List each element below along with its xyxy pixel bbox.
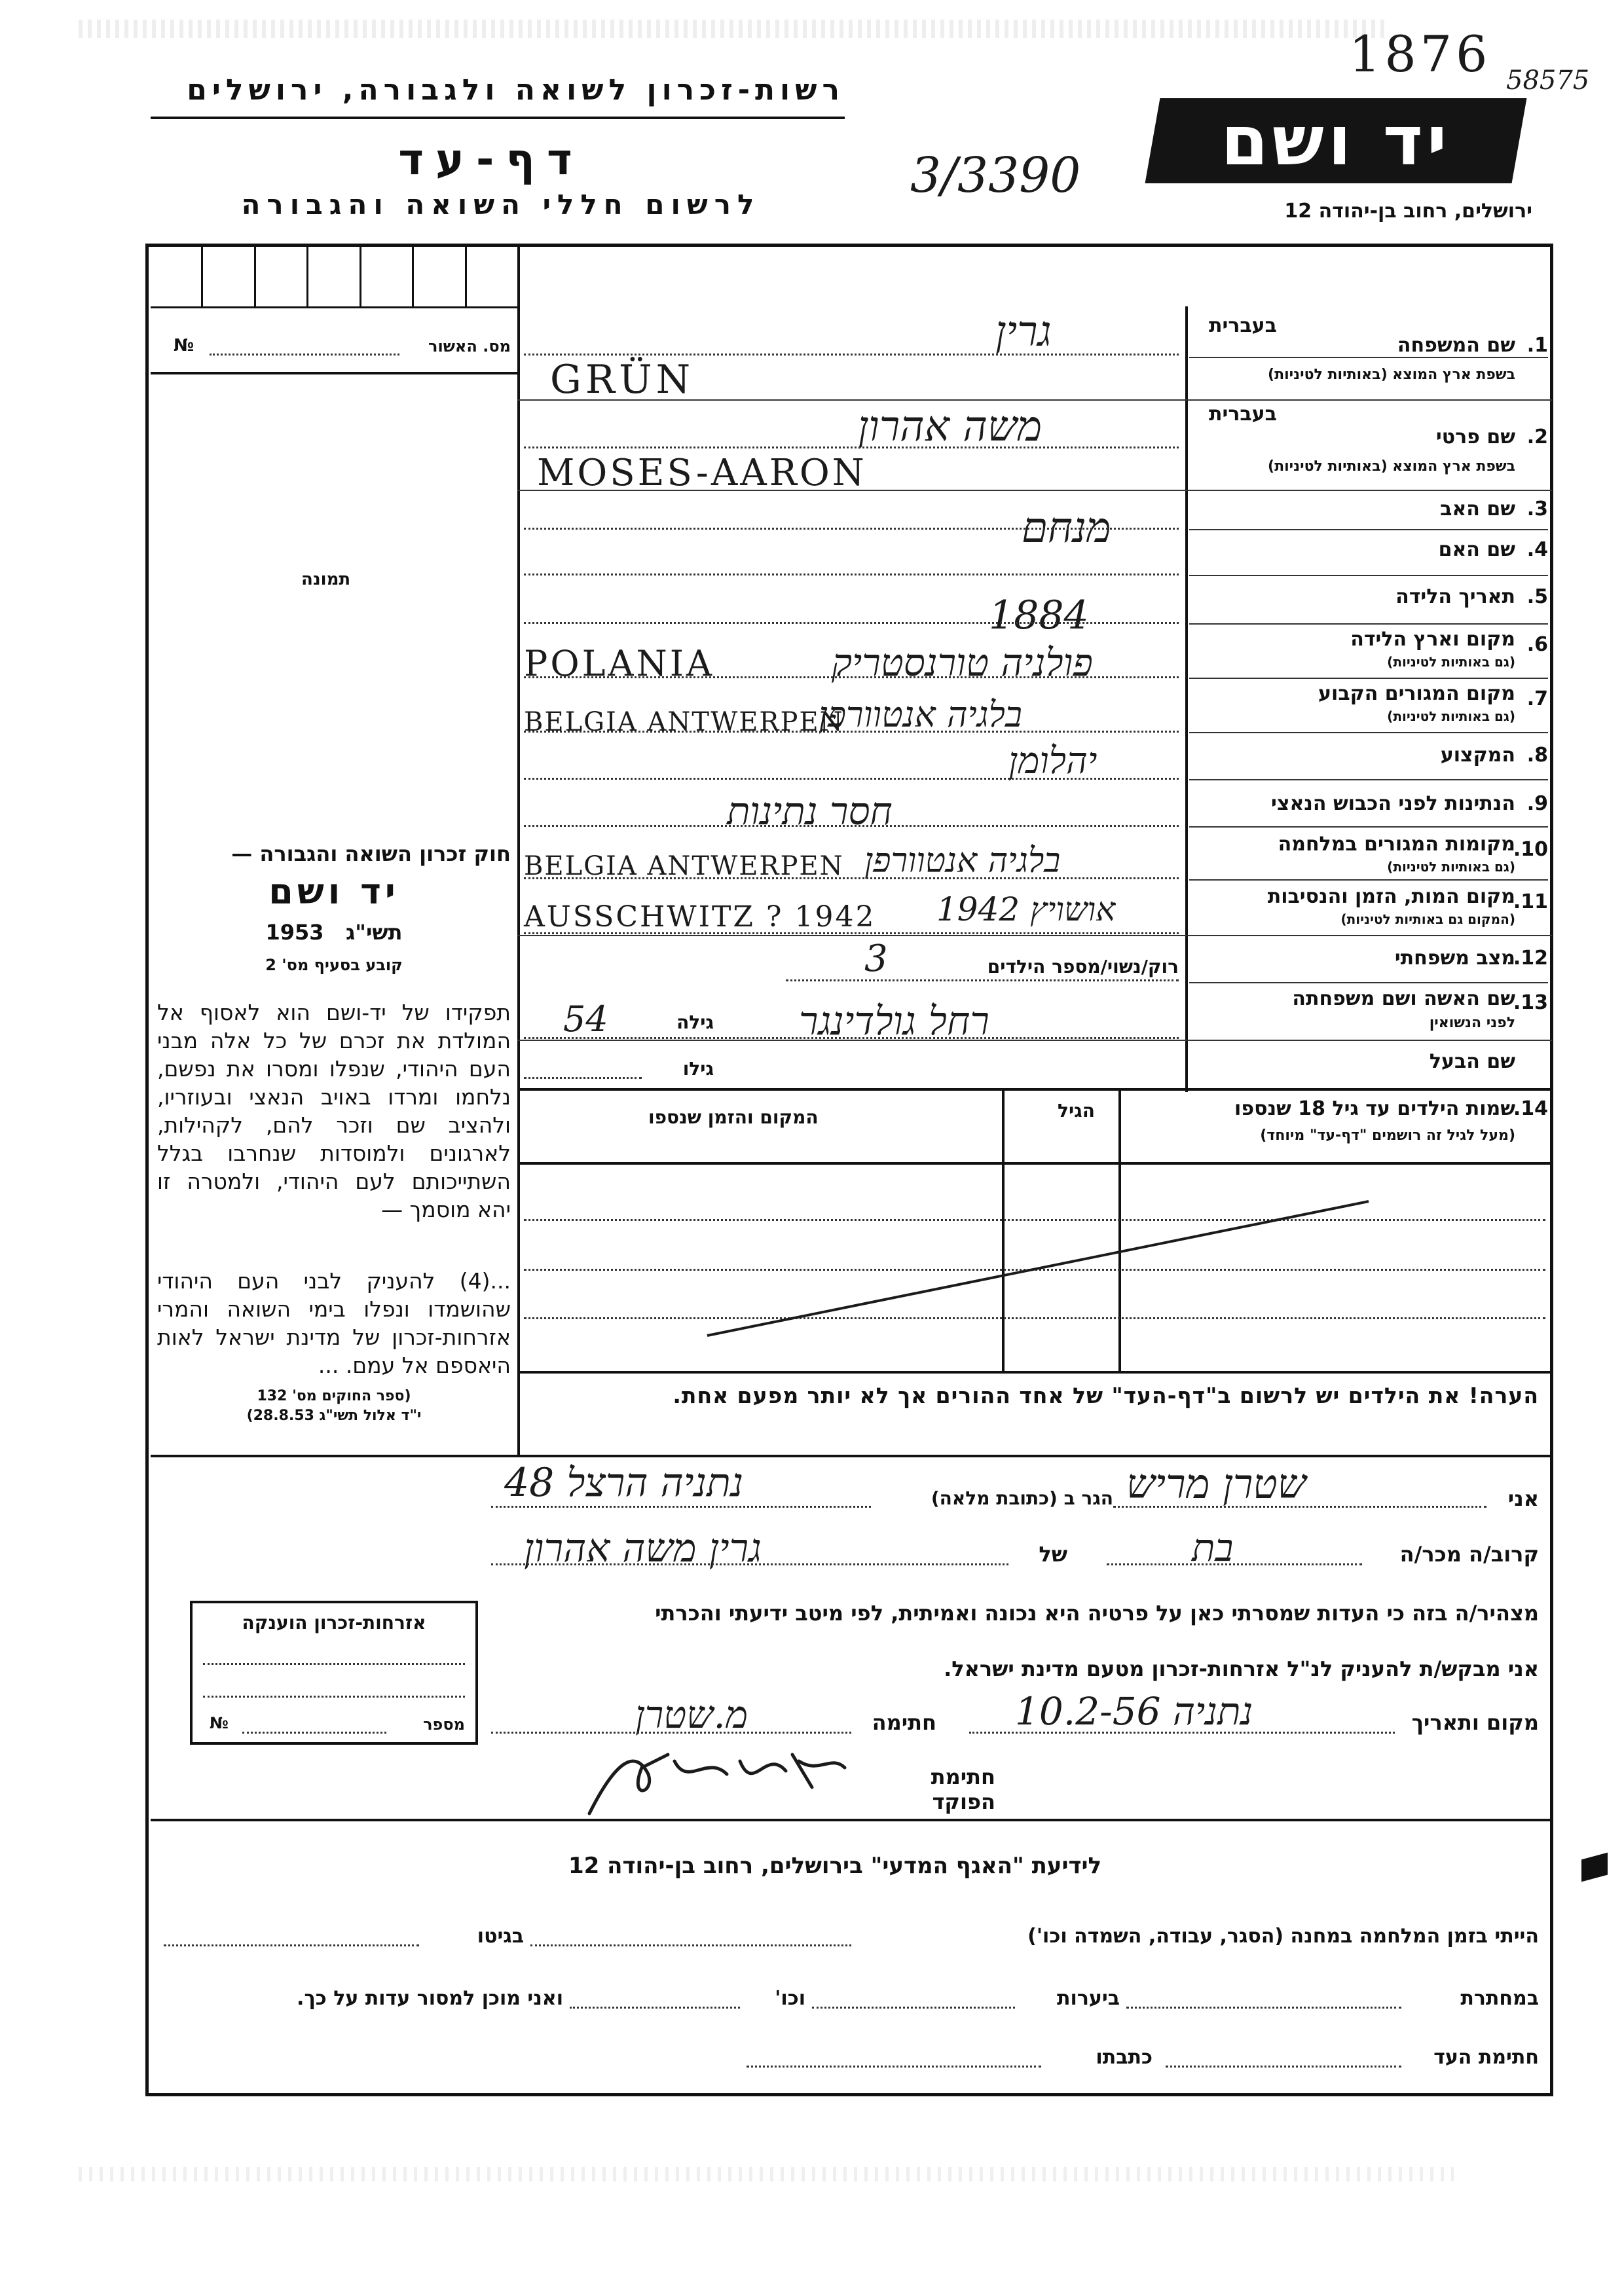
decl-address-value: נתניה הרצל 48: [504, 1460, 744, 1506]
children-names-sub: (מעל לגיל זה רושמים "דף-עד" מיוחד): [1260, 1127, 1515, 1144]
field-9-num: 9.: [1526, 792, 1548, 815]
decl-signature-value: מ.שטרן: [635, 1692, 748, 1737]
surname-latin: GRÜN: [550, 357, 695, 403]
field-4-rule: [1189, 575, 1548, 576]
residence-hebrew: בלגיה אנטוורפן: [819, 694, 1022, 735]
bottom-line2-dots-b: [812, 2007, 1015, 2009]
bottom-line2-a: במחתרת: [1460, 1987, 1539, 2010]
decl-name-value: שטרן מריש: [1126, 1460, 1306, 1508]
field-row-10: [1189, 829, 1548, 879]
address: ירושלים, רחוב בן-יהודה 12: [1284, 200, 1532, 223]
bottom-line2-dots-c: [570, 2007, 740, 2009]
field-6-label: מקום וארץ הלידה: [1350, 628, 1515, 651]
children-num: 14.: [1513, 1097, 1548, 1120]
decl-relative-dots: [1107, 1563, 1362, 1565]
field-5-rule: [1189, 623, 1548, 625]
stamp-number: 1876: [1349, 25, 1492, 83]
scan-mark: [1581, 1853, 1608, 1882]
birthplace-dots: [524, 676, 1179, 678]
field-13-sub: לפני הנשואין: [1429, 1015, 1515, 1031]
stamp-number-2: 58575: [1506, 65, 1590, 96]
field-12-num: 12.: [1513, 947, 1548, 970]
law-title: חוק זכרון השואה והגבורה —: [231, 841, 511, 866]
scan-smudge: [79, 20, 1388, 38]
note-top-rule: [517, 1371, 1552, 1374]
field-10-rule: [1189, 879, 1548, 881]
decl-place-date-dots: [969, 1732, 1395, 1734]
husband-age-dots: [524, 1077, 642, 1079]
field-7-label: מקום המגורים הקבוע: [1318, 682, 1515, 705]
father-name-dots: [524, 528, 1179, 530]
field-1-num: 1.: [1526, 334, 1548, 357]
decl-of-value: גרין משה אהרון: [524, 1525, 762, 1571]
approval-label: מס. האשור: [428, 337, 511, 355]
decl-address-dots: [491, 1506, 871, 1508]
field-1-mid-rule: [1189, 357, 1548, 358]
bottom-line2-end: ואני מוכן למסור עדות על כך.: [297, 1987, 563, 2010]
children-strike-line: [517, 1165, 1552, 1375]
wartime-residence-dots: [524, 877, 1179, 879]
husband-label: שם הבעל: [1429, 1050, 1515, 1073]
form-subtitle: לרשום חללי השואה והגבורה: [241, 189, 761, 221]
decl-lives-label: הגר ב (כתובת מלאה): [931, 1487, 1113, 1509]
field-row-4: [1189, 532, 1548, 567]
field-4-label: שם האם: [1438, 538, 1515, 561]
field-10-label: מקומות המגורים במלחמה: [1278, 833, 1515, 856]
field-11-sub: (המקום גם באותיות לטיניות): [1340, 911, 1515, 927]
bottom-line2-dots-a: [1126, 2007, 1401, 2009]
decl-officer-label: חתימת הפוקד: [931, 1764, 995, 1814]
marital-value: 3: [864, 938, 888, 980]
field-row-11: [1189, 881, 1548, 934]
section-14-rule: [517, 1088, 1552, 1091]
marital-label: רוק/נשוי/מספר הילדים: [987, 956, 1179, 977]
field-6-num: 6.: [1526, 633, 1548, 656]
form-title: דף-עד: [398, 134, 584, 185]
citizenship-dots-2: [203, 1696, 465, 1698]
field-row-9: [1189, 782, 1548, 824]
field-2-sub: בשפת ארץ המוצא (באותיות לטיניות): [1268, 458, 1515, 475]
field-2-label: שם פרטי: [1435, 426, 1515, 448]
decl-signature-label: חתימה: [872, 1710, 936, 1735]
bottom-line1-end: בגיטו: [477, 1925, 524, 1948]
citizenship-dots-1: [203, 1663, 465, 1665]
field-row-6: [1189, 625, 1548, 674]
field-8-label: המקצוע: [1440, 744, 1515, 767]
nationality-dots: [524, 825, 1179, 827]
field-row-13: [1189, 985, 1548, 1037]
children-names-header: שמות הילדים עד גיל 18 שנספו: [1234, 1097, 1515, 1120]
bottom-line1-dots-a: [530, 1944, 851, 1946]
mother-name-dots: [524, 574, 1179, 575]
nationality: חסר נתינות: [727, 789, 893, 833]
father-name: מנחם: [1022, 504, 1111, 553]
first-name-hebrew-dots: [524, 446, 1179, 448]
field-2-num: 2.: [1526, 426, 1548, 448]
field-2-lang: בעברית: [1209, 403, 1277, 426]
citizenship-number-dots: [242, 1732, 386, 1734]
field-13-rule: [517, 1040, 1552, 1041]
death-place-latin: AUSSCHWITZ ? 1942: [524, 900, 876, 934]
field-row-husband: [1189, 1042, 1548, 1082]
field-7-rule: [1189, 732, 1548, 733]
wife-dots: [524, 1037, 1179, 1039]
decl-statement-2: אני מבקש/ת להעניק לנ"ל אזרחות-זכרון מטעם מדינת ישראל.: [944, 1656, 1539, 1681]
first-name-hebrew: משה אהרון: [858, 403, 1043, 451]
children-place-header: המקום והזמן שנספו: [648, 1106, 819, 1128]
field-row-2: [1189, 403, 1548, 481]
citizenship-no-label: №: [210, 1714, 229, 1732]
approval-dots: [210, 354, 399, 355]
birth-date-dots: [524, 622, 1179, 624]
law-year: [157, 920, 511, 945]
approval-rule: [151, 372, 517, 374]
org-line: רשות-זכרון לשואה ולגבורה, ירושלים: [187, 73, 845, 107]
bottom-line2-b: ביערות: [1057, 1987, 1120, 2010]
field-7-num: 7.: [1526, 687, 1548, 710]
first-name-latin: MOSES-AARON: [537, 452, 867, 494]
bottom-line2-c: וכו': [775, 1987, 805, 2010]
marital-dots: [786, 979, 1179, 981]
wife-age-label: גילה: [676, 1011, 714, 1033]
bottom-title: לידיעת "האגף המדעי" בירושלים, רחוב בן-יהודה 12: [568, 1853, 1102, 1879]
law-year-hebrew: תשי"ג: [345, 920, 403, 945]
decl-statement-1: מצהיר/ה בזה כי העדות שמסרתי כאן על פרטיה היא נכונה ואמיתית, לפי מיטב ידיעתי והכרתי: [655, 1601, 1539, 1626]
decl-relative-label: קרוב/ה מכר/ה: [1399, 1542, 1539, 1567]
decl-of-dots: [491, 1563, 1008, 1565]
wartime-residence-latin: BELGIA ANTWERPEN: [524, 851, 844, 881]
profession-dots: [524, 778, 1179, 780]
surname-hebrew: גרין: [995, 308, 1052, 356]
bottom-line1: הייתי בזמן המלחמה במחנה (הסגר, עבודה, השמדה וכו'): [1027, 1925, 1539, 1948]
field-11-label: מקום המות, הזמן והנסיבות: [1267, 885, 1515, 908]
field-row-7: [1189, 680, 1548, 729]
hand-reference: 3/3390: [910, 147, 1081, 204]
decl-of-label: של: [1039, 1542, 1067, 1567]
wife-name: רחל גולדינגר: [799, 998, 989, 1044]
bottom-line3-dots-b: [747, 2066, 1041, 2068]
photo-label: תמונה: [301, 570, 351, 589]
bottom-line3-b: כתבתו: [1096, 2046, 1153, 2069]
scan-footer-noise: [79, 2167, 1454, 2181]
field-1-sub: בשפת ארץ המוצא (באותיות לטיניות): [1268, 367, 1515, 383]
bottom-line3-a: חתימת העד: [1433, 2046, 1539, 2069]
residence-latin: BELGIA ANTWERPEN: [524, 707, 844, 737]
decl-relative-value: בת: [1192, 1525, 1234, 1570]
note-bottom-rule: [151, 1455, 1552, 1457]
yad-vashem-logo-text: יד ושם: [1221, 101, 1451, 181]
decl-place-date-value: נתניה 10.2-56: [1015, 1689, 1253, 1734]
field-11-num: 11.: [1513, 890, 1548, 913]
law-name: יד ושם: [268, 871, 399, 912]
law-text-2: ...(4) להעניק לבני העם היהודי שהושמדו ונפלו בימי השואה והמרי אזרחות-זכרון של מדינת ישראל לאות היאספם אל עמם. ...: [157, 1268, 511, 1378]
citizenship-number-label: מספר: [423, 1715, 465, 1734]
field-5-label: תאריך הלידה: [1395, 585, 1515, 608]
field-row-8: [1189, 735, 1548, 776]
officer-signature: [576, 1735, 851, 1827]
field-12-rule: [1189, 982, 1548, 983]
field-row-12: [1189, 938, 1548, 978]
field-13-num: 13.: [1513, 991, 1548, 1014]
field-8-num: 8.: [1526, 744, 1548, 767]
law-date: י"ד אלול תשי"ג 28.8.53): [246, 1408, 422, 1424]
field-3-label: שם האב: [1440, 498, 1515, 520]
field-1-lang: בעברית: [1209, 314, 1277, 337]
field-10-sub: (גם באותיות לטיניות): [1387, 859, 1515, 875]
bottom-line3-dots-a: [1166, 2066, 1401, 2068]
field-3-rule: [1189, 529, 1548, 530]
death-place-hebrew: אושויץ 1942: [936, 890, 1116, 928]
decl-place-date-label: מקום ותאריך: [1411, 1710, 1539, 1735]
label-column-divider: [1185, 306, 1188, 1092]
death-place-dots: [524, 932, 1179, 934]
law-text-1: תפקידו של יד-ושם הוא לאסוף אל המולדת את זכרם של כל אלה מבני העם היהודי, שנפלו ומסרו את נפשם, נלחמו ומרדו באויב הנאצי ובעוזריו, ולהציב שם וזכר להם, לקהילות, לארגונים ולמוסדות שנחרבו בגלל השתייכותם לעם היהודי, ולמטרה זו יהא מוסמך —: [157, 1000, 511, 1222]
wartime-residence-hebrew: בלגיה אנטוורפן: [864, 841, 1061, 881]
field-9-rule: [1189, 826, 1548, 828]
birth-date: 1884: [989, 592, 1089, 638]
approval-no: №: [174, 336, 194, 355]
bottom-section-rule: [151, 1819, 1552, 1821]
field-7-sub: (גם באותיות לטיניות): [1387, 708, 1515, 724]
wife-age-value: 54: [563, 998, 608, 1040]
field-4-num: 4.: [1526, 538, 1548, 561]
note-text: הערה! את הילדים יש לרשום ב"דף-העד" של אחד ההורים אך לא יותר מפעם אחת.: [673, 1383, 1539, 1408]
field-9-label: הנתינות לפני הכבוש הנאצי: [1271, 792, 1515, 815]
field-row-5: [1189, 577, 1548, 613]
law-clause: קובע בסעיף מס' 2: [265, 956, 403, 974]
field-11-rule: [517, 935, 1552, 936]
field-13-label: שם האשה ושם משפחתה: [1292, 987, 1515, 1010]
field-6-rule: [1189, 678, 1548, 679]
registry-cells: [151, 246, 517, 308]
children-head-rule: [517, 1162, 1552, 1165]
law-source: (ספר החוקים מס' 132: [257, 1388, 411, 1404]
field-row-1: [1189, 314, 1548, 393]
header-rule: [151, 117, 845, 119]
decl-signature-dots: [491, 1732, 851, 1734]
field-3-num: 3.: [1526, 498, 1548, 520]
field-10-num: 10.: [1513, 838, 1548, 861]
residence-dots: [524, 731, 1179, 733]
field-6-sub: (גם באותיות לטיניות): [1387, 654, 1515, 670]
children-header: [1121, 1093, 1548, 1159]
bottom-line1-dots-b: [164, 1944, 419, 1946]
profession: יהלומן: [1008, 740, 1098, 782]
husband-age-label: גילו: [682, 1058, 714, 1080]
birthplace-latin: POLANIA: [524, 643, 715, 684]
birthplace-hebrew: פולניה טורנסטריק: [832, 640, 1093, 685]
children-age-header: הגיל: [1058, 1100, 1095, 1121]
field-5-num: 5.: [1526, 585, 1548, 608]
law-year-number: 1953: [265, 920, 324, 945]
field-1-label: שם המשפחה: [1397, 334, 1515, 357]
field-row-3: [1189, 492, 1548, 528]
decl-i-label: אני: [1507, 1486, 1539, 1511]
citizenship-title: אזרחות-זכרון הוענקה: [242, 1612, 426, 1633]
field-8-rule: [1189, 779, 1548, 780]
surname-hebrew-dots: [524, 354, 1179, 355]
field-12-label: מצב משפחתי: [1394, 947, 1515, 970]
decl-name-dots: [1113, 1506, 1486, 1508]
